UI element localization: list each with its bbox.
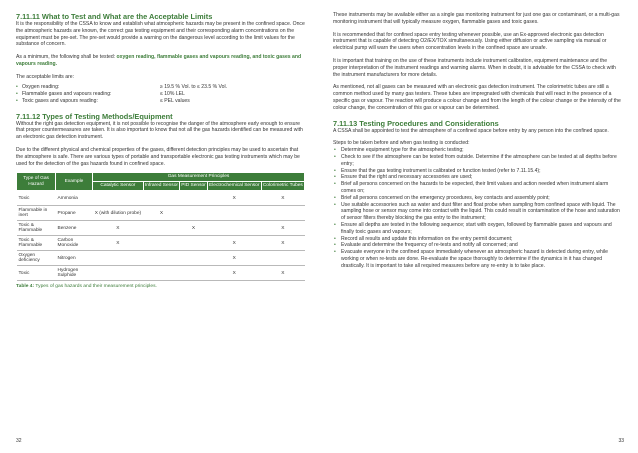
table-cell (93, 191, 144, 206)
table-cell (143, 251, 179, 266)
paragraph: It is recommended that for confined space entry testing whenever possible, use an Ex-approved electronic gas detection instrument that is capable of detecting O2/EX/TOX simultaneously. Using either diffusion or active sampling via manual or electrical pump will warn the users when concentration levels in the confined space are unsafe. (333, 31, 607, 52)
list-item: • Evacuate everyone in the confined space immediately whenever an atmospheric hazard is detected during entry, while working or when re-tests are done. Re-evaluate the space thoroughly to determine if the dynamics in it has changed drastically. It is important to take all required measures before any re-entry is to take place. (333, 249, 623, 269)
table-cell: X (207, 251, 261, 266)
table-cell: Hydrogen Sulphide (56, 266, 93, 281)
caption-text: Types of gas hazards and their measurement principles. (35, 284, 157, 290)
highlighted-text: oxygen reading, flammable gases and vapours reading, and toxic gases and vapours reading. (16, 54, 302, 67)
paragraph (16, 54, 306, 68)
table-cell: X (93, 236, 144, 251)
paragraph: The acceptable limits are: (16, 73, 75, 80)
table-cell (261, 206, 304, 221)
limit-item: • Flammable gases and vapours reading: ≤ 10% LEL (16, 90, 185, 97)
paragraph: A CSSA shall be appointed to test the atmosphere of a confined space before entry by any person into the confined space. (333, 127, 609, 134)
table-cell (143, 221, 179, 236)
caption-label: Table 4: (16, 284, 35, 290)
table-header: Electrochemical Sensor (207, 182, 261, 191)
table-cell: X (93, 221, 144, 236)
limit-item: • Toxic gases and vapours reading: ≤ PEL values (16, 97, 190, 104)
section-heading-7-11-12: 7.11.12 Types of Testing Methods/Equipment (16, 111, 173, 121)
limit-key: Flammable gases and vapours reading: (22, 90, 112, 97)
page-number-right: 33 (618, 438, 624, 444)
list-item: • Use suitable accessories such as water and dust filter and float probe when sampling from confined space with liquid. The sampling hose or sensor may come into contact with the liquid. This could result in contamination of the hose and saturation of sensor filters thereby blocking the gas entry to the instrument; (333, 202, 623, 222)
table-row (17, 251, 305, 266)
table-cell: X (207, 266, 261, 281)
limit-key: Toxic gases and vapours reading: (22, 97, 98, 104)
list-item: • Ensure that the right and necessary accessories are used; (333, 174, 623, 181)
table-cell (143, 266, 179, 281)
section-heading-7-11-13: 7.11.13 Testing Procedures and Considerations (333, 118, 499, 128)
table-header-group: Gas Measurement Principles (93, 173, 305, 182)
paragraph: Due to the different physical and chemical properties of the gases, different detection principles may be used to ascertain that the atmosphere is safe. There are various types of portable and transportable electronic gas testing instruments which may be used for the detection of the gas hazards found in confined space. (16, 146, 300, 167)
limit-value: ≤ 10% LEL (160, 90, 185, 97)
paragraph: Steps to be taken before and when gas testing is conducted: (333, 140, 470, 147)
list-item: • Brief all persons concerned on the emergency procedures, key contacts and assembly point; (333, 195, 623, 202)
left-page (16, 12, 306, 289)
right-page (333, 12, 623, 270)
table-cell (180, 266, 208, 281)
limit-item: • Oxygen reading: ≥ 19.5 % Vol. to ≤ 23.5 % Vol. (16, 83, 228, 90)
page-number-left: 32 (16, 438, 22, 444)
table-cell: X (143, 206, 179, 221)
table-cell (180, 236, 208, 251)
table-header: Example (56, 173, 93, 191)
table-header: PID Sensor (180, 182, 208, 191)
table-cell: X (with dilution probe) (93, 206, 144, 221)
table-row (17, 206, 305, 221)
list-item: • Ensure all depths are tested in the following sequence; start with oxygen, followed by flammable gases and vapours and finally toxic gases and vapours; (333, 222, 623, 236)
limit-value: ≤ PEL values (160, 97, 190, 104)
table-cell (143, 191, 179, 206)
table-caption (16, 284, 306, 289)
table-cell: X (180, 221, 208, 236)
list-item: • Evaluate and determine the frequency of re-tests and notify all concerned; and (333, 242, 623, 249)
table-cell: Toxic & Flammable (17, 221, 56, 236)
table-cell: X (261, 266, 304, 281)
paragraph-text: As a minimum, the following shall be tested: (16, 54, 116, 61)
limit-key: Oxygen reading: (22, 83, 60, 90)
gas-hazard-table (16, 172, 305, 281)
table-cell: X (261, 221, 304, 236)
table-cell: Propane (56, 206, 93, 221)
list-item: • Ensure that the gas testing instrument is calibrated or function tested (refer to 7.11.15.4); (333, 168, 623, 175)
steps-list (333, 147, 623, 269)
paragraph: As mentioned, not all gases can be measured with an electronic gas detection instrument. The colorimetric tubes are still a common method used by many gas testers. These tubes are impregnated with chemicals that will react in the presence of a specific gas or vapour. The reaction will produce a colour change and from the length of the colour change or the intensity of the colour change, the concentration of this gas or vapour can be determined. (333, 84, 621, 111)
table-cell (180, 191, 208, 206)
paragraph: It is the responsibility of the CSSA to know and establish what atmospheric hazards may be present in the confined space. Once the atmospheric hazards are known, the correct gas testing equipment and their corresponding alarm concentrations on the equipment must be pre-set. The pre-set would provide a warning on the dangerous level according to the limit values for the substance of concern. (16, 21, 305, 48)
table-header: Type of Gas Hazard (17, 173, 56, 191)
limit-value: ≥ 19.5 % Vol. to ≤ 23.5 % Vol. (160, 83, 228, 90)
list-item: • Record all results and update this information on the entry permit document; (333, 236, 623, 243)
table-cell (93, 266, 144, 281)
table-cell (143, 236, 179, 251)
table-row (17, 191, 305, 206)
paragraph: Without the right gas detection equipment, it is not possible to recognise the danger of the atmosphere early enough to ensure that proper countermeasures are taken. It is also important to know that not all the gas hazards identified can be measured with an electronic gas detection instrument. (16, 120, 303, 141)
table-cell: X (261, 236, 304, 251)
section-heading-7-11-11: 7.11.11 What to Test and What are the Acceptable Limits (16, 12, 213, 21)
table-header: Colorimetric Tubes (261, 182, 304, 191)
table-cell: X (261, 191, 304, 206)
table-cell (207, 221, 261, 236)
paragraph: These instruments may be available either as a single gas monitoring instrument for just one gas or contaminant, or a multi-gas monitoring instrument that will typically measure oxygen, flammable gases and toxic gases. (333, 12, 620, 25)
table-cell: Benzene (56, 221, 93, 236)
table-cell: Flammable in inert (17, 206, 56, 221)
table-cell: Toxic (17, 266, 56, 281)
list-item: • Brief all persons concerned on the hazards to be expected, their limit values and action needed when instrument alarm comes on; (333, 181, 623, 195)
table-header: Catalytic Sensor (93, 182, 144, 191)
table-cell (93, 251, 144, 266)
table-cell: Toxic (17, 191, 56, 206)
table-cell: Toxic & Flammable (17, 236, 56, 251)
table-row (17, 266, 305, 281)
table-cell (261, 251, 304, 266)
list-item: • Determine equipment type for the atmospheric testing; (333, 147, 623, 154)
table-cell: Ammonia (56, 191, 93, 206)
table-cell (207, 206, 261, 221)
table-cell: X (207, 236, 261, 251)
table-header: Infrared Sensor (143, 182, 179, 191)
list-item: • Check to see if the atmosphere can be tested from outside. Determine if the atmosphere can be tested at all depths before entry; (333, 154, 623, 168)
paragraph: It is important that training on the use of these instruments include instrument calibration, equipment maintenance and the proper interpretation of the instrument readings and warning alarms. When in doubt, it is advisable for the CSSA to check with the instrument manufacturers for more details. (333, 57, 616, 78)
table-cell: Oxygen deficiency (17, 251, 56, 266)
table-cell (180, 206, 208, 221)
table-cell: X (207, 191, 261, 206)
table-row (17, 236, 305, 251)
table-cell: Carbon Monoxide (56, 236, 93, 251)
table-cell (180, 251, 208, 266)
table-cell: Nitrogen (56, 251, 93, 266)
table-row (17, 221, 305, 236)
